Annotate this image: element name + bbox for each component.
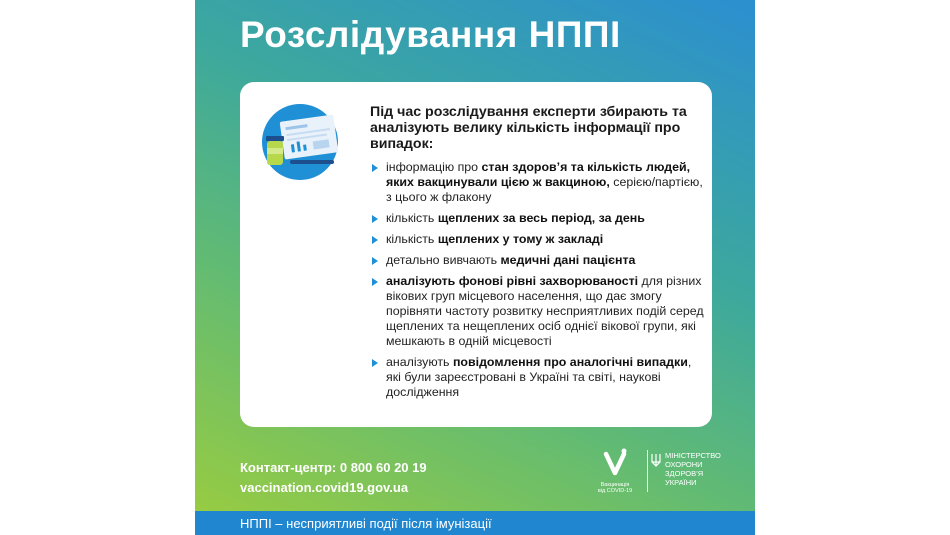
ministry-logo-text: МІНІСТЕРСТВО ОХОРОНИ ЗДОРОВ’Я УКРАЇНИ bbox=[665, 451, 721, 487]
triangle-bullet-icon bbox=[372, 278, 378, 286]
triangle-bullet-icon bbox=[372, 359, 378, 367]
list-item bbox=[370, 232, 705, 247]
footer-bar bbox=[195, 511, 755, 535]
page-title: Розслідування НППІ bbox=[240, 14, 621, 55]
list-item-text: кількість щеплених за весь період, за день bbox=[386, 211, 645, 225]
logo-caption-line2: від COVID-19 bbox=[597, 488, 633, 494]
list-item-text: інформацію про стан здоров’я та кількість людей, яких вакцинували цією ж вакциною, серією/партією, з цього ж флакону bbox=[386, 160, 703, 204]
list-item-text: кількість щеплених у тому ж закладі bbox=[386, 232, 604, 246]
list-item bbox=[370, 253, 705, 268]
footer-definition: НППІ – несприятливі події після імунізації bbox=[240, 516, 492, 531]
list-item bbox=[370, 211, 705, 226]
contact-website-link[interactable]: vaccination.covid19.gov.ua bbox=[240, 480, 409, 495]
triangle-bullet-icon bbox=[372, 164, 378, 172]
triangle-bullet-icon bbox=[372, 236, 378, 244]
list-item-text: аналізують фонові рівні захворюваності для різних вікових груп місцевого населення, що дає змогу порівняти частоту розвитку несприятливих подій серед щеплених та нещеплених осіб однієї вікової групи, які мешкають в одній місцевості bbox=[386, 274, 704, 348]
triangle-bullet-icon bbox=[372, 257, 378, 265]
list-item bbox=[370, 160, 705, 205]
info-list bbox=[370, 160, 705, 406]
logo-caption-line1: Вакцинація bbox=[600, 482, 630, 488]
triangle-bullet-icon bbox=[372, 215, 378, 223]
info-card bbox=[240, 82, 712, 427]
list-item-text: аналізують повідомлення про аналогічні випадки, які були зареєстровані в Україні та світі, наукові дослідження bbox=[386, 355, 692, 399]
vaccination-v-logo bbox=[600, 447, 630, 477]
contact-info bbox=[240, 458, 427, 498]
list-item bbox=[370, 355, 705, 400]
trident-icon bbox=[651, 453, 661, 467]
data-analysis-illustration bbox=[260, 102, 340, 182]
poster bbox=[195, 0, 755, 535]
vaccination-logo bbox=[590, 447, 640, 494]
intro-text: Під час розслідування експерти збирають та аналізують велику кількість інформації про випадок: bbox=[370, 104, 687, 152]
list-item-text: детально вивчають медичні дані пацієнта bbox=[386, 253, 636, 267]
list-item bbox=[370, 274, 705, 349]
contact-phone: Контакт-центр: 0 800 60 20 19 bbox=[240, 460, 427, 475]
logo-divider bbox=[647, 450, 648, 492]
